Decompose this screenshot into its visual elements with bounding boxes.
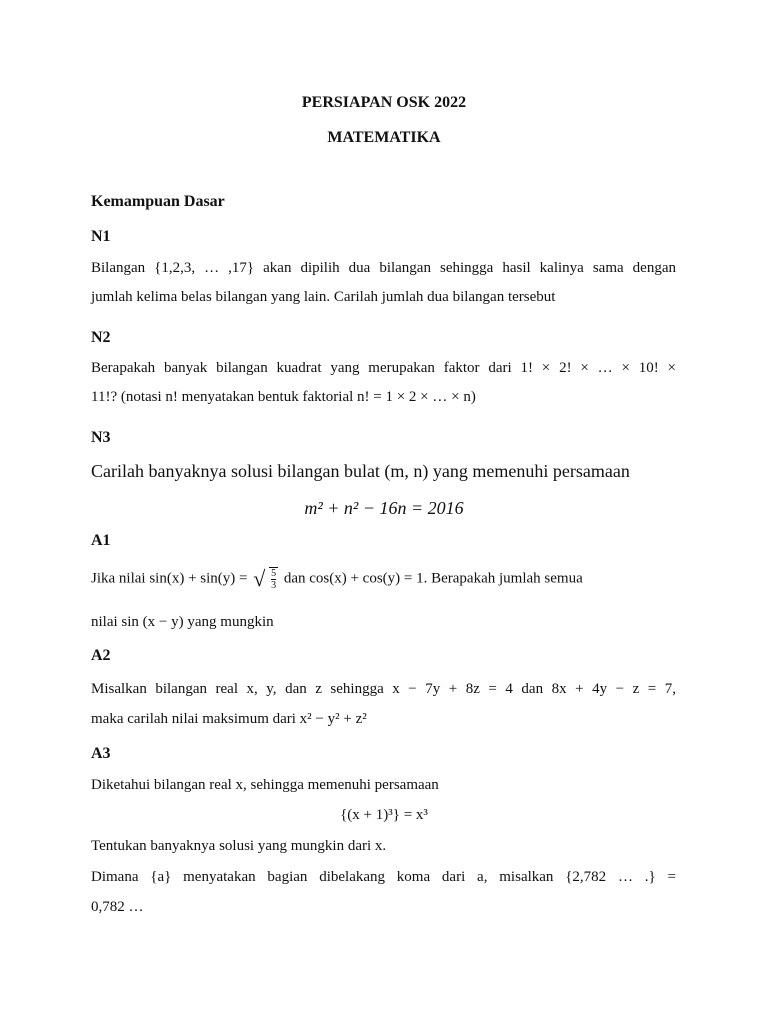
fraction-denominator: 3 — [271, 580, 277, 591]
problem-n2-text-1: Berapakah banyak bilangan kuadrat yang merupakan faktor dari 1! × 2! × … × 10! × — [91, 360, 676, 376]
problem-label-a1: A1 — [91, 532, 111, 549]
problem-n3-equation: m² + n² − 16n = 2016 — [304, 498, 464, 518]
problem-label-a2: A2 — [91, 647, 111, 664]
problem-n3-text-1: Carilah banyaknya solusi bilangan bulat (m, n) yang memenuhi persamaan — [91, 461, 630, 481]
problem-a1-text-post: dan cos(x) + cos(y) = 1. Berapakah jumlah semua — [283, 570, 583, 587]
problem-a3-text-4: 0,782 … — [91, 899, 144, 915]
problem-a3-text-3: Dimana {a} menyatakan bagian dibelakang koma dari a, misalkan {2,782 … .} = — [91, 869, 676, 885]
problem-label-a3: A3 — [91, 745, 111, 762]
problem-label-n1: N1 — [91, 228, 111, 245]
sqrt-icon: √ — [253, 566, 266, 591]
fraction-numerator: 5 — [271, 568, 277, 579]
problem-a3-equation: {(x + 1)³} = x³ — [340, 807, 428, 823]
fraction — [269, 567, 278, 591]
problem-a2-text-1: Misalkan bilangan real x, y, dan z sehingga x − 7y + 8z = 4 dan 8x + 4y − z = 7, — [91, 681, 676, 697]
problem-a1-text-pre: Jika nilai sin(x) + sin(y) = — [91, 570, 248, 587]
problem-a3-text-1: Diketahui bilangan real x, sehingga memenuhi persamaan — [91, 777, 439, 793]
problem-n2-text-2: 11!? (notasi n! menyatakan bentuk faktorial n! = 1 × 2 × … × n) — [91, 389, 476, 405]
problem-a1-text-2: nilai sin (x − y) yang mungkin — [91, 614, 274, 630]
problem-label-n3: N3 — [91, 429, 111, 446]
problem-label-n2: N2 — [91, 329, 111, 346]
section-heading: Kemampuan Dasar — [91, 193, 225, 210]
document-title: PERSIAPAN OSK 2022 — [301, 94, 467, 111]
document-subtitle: MATEMATIKA — [327, 129, 441, 146]
problem-a2-text-2: maka carilah nilai maksimum dari x² − y² + z² — [91, 711, 367, 727]
problem-n1-text-1: Bilangan {1,2,3, … ,17} akan dipilih dua bilangan sehingga hasil kalinya sama dengan — [91, 260, 676, 276]
sqrt-expression — [253, 566, 278, 592]
problem-a3-text-2: Tentukan banyaknya solusi yang mungkin dari x. — [91, 838, 387, 854]
problem-a1-text-1 — [91, 566, 583, 592]
problem-n1-text-2: jumlah kelima belas bilangan yang lain. Carilah jumlah dua bilangan tersebut — [91, 289, 556, 305]
